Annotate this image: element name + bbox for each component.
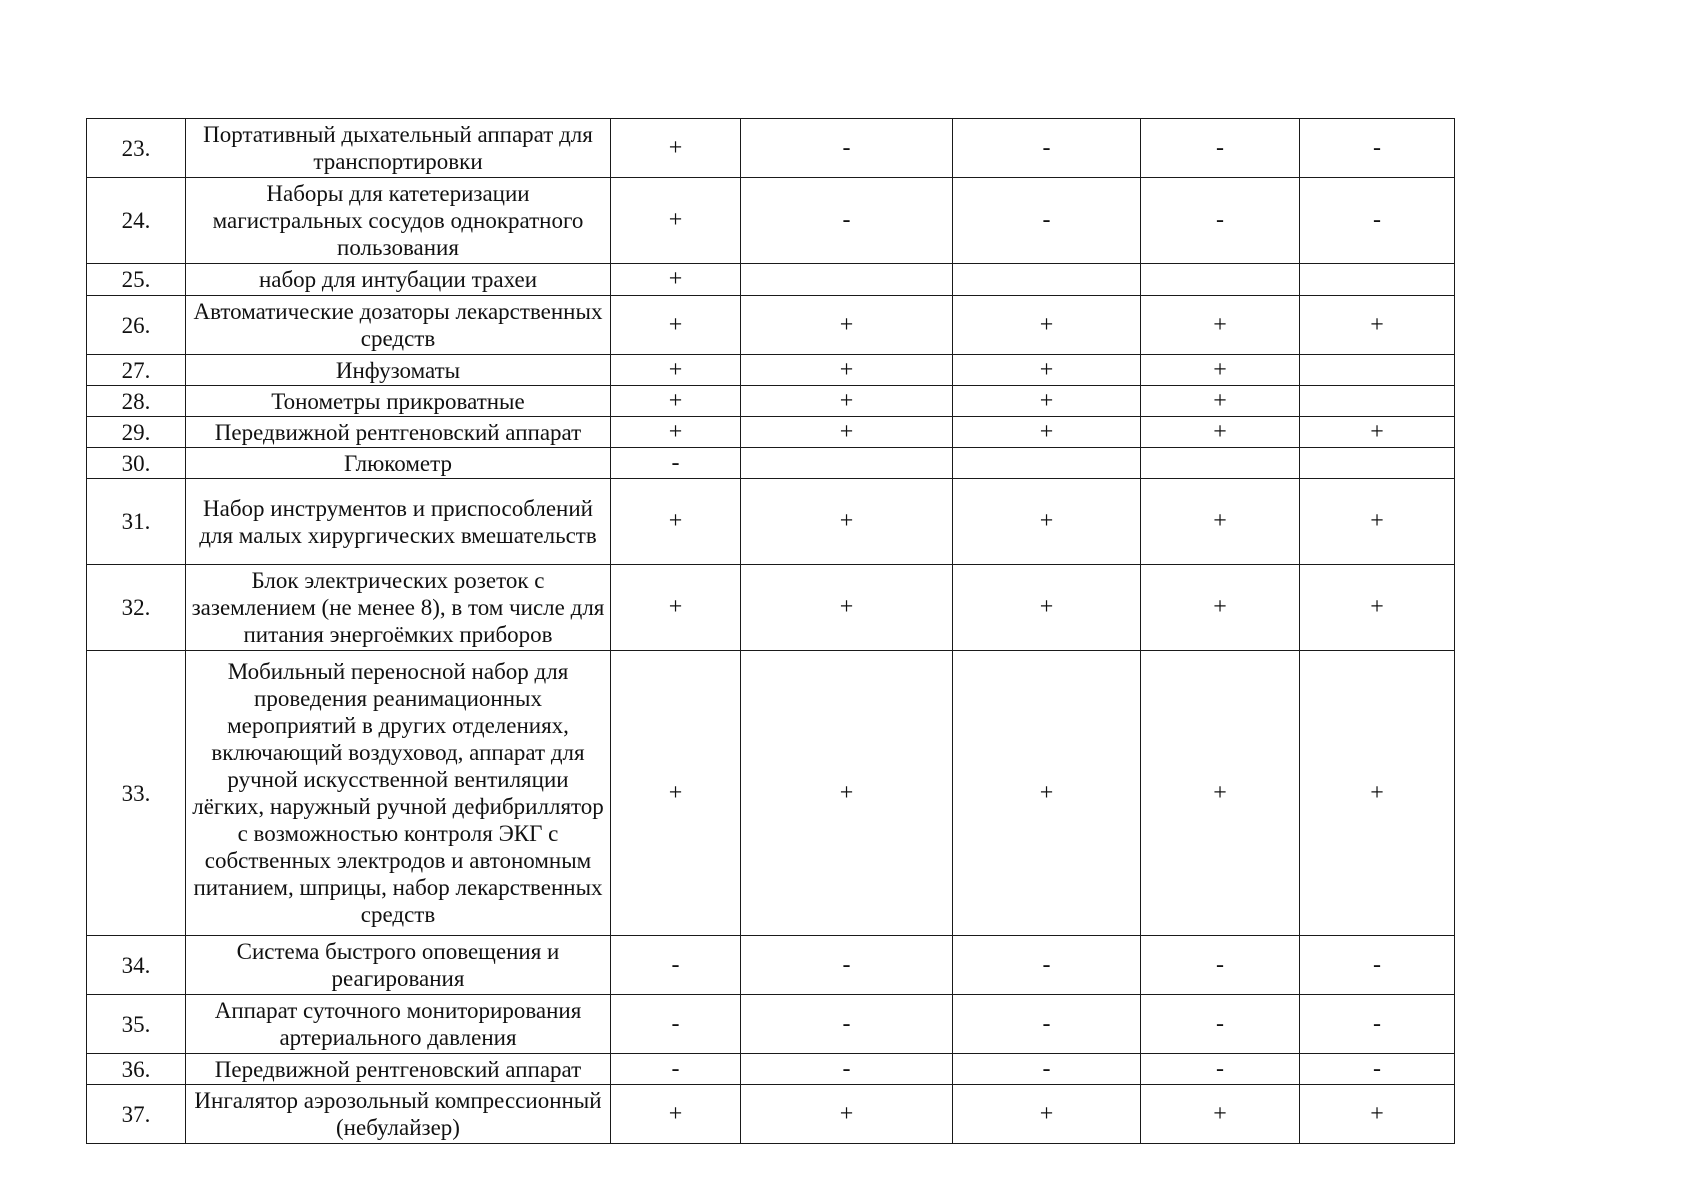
mark-cell bbox=[741, 448, 953, 479]
mark-cell: + bbox=[1300, 296, 1455, 355]
mark-cell: - bbox=[1141, 936, 1300, 995]
equipment-name: Мобильный переносной набор для проведения реанимационных мероприятий в других отделениях, включающий воздуховод, аппарат для ручной искусственной вентиляции лёгких, наружный ручной дефибриллятор с возможностью контроля ЭКГ с собственных электродов и автономным питанием, шприцы, набор лекарственных средств bbox=[186, 651, 611, 936]
mark-cell: - bbox=[611, 936, 741, 995]
row-number: 36. bbox=[87, 1054, 186, 1085]
mark-cell: + bbox=[611, 119, 741, 178]
equipment-name: Портативный дыхательный аппарат для транспортировки bbox=[186, 119, 611, 178]
table-row bbox=[87, 178, 1455, 264]
mark-cell: + bbox=[741, 355, 953, 386]
row-number: 30. bbox=[87, 448, 186, 479]
equipment-name: Система быстрого оповещения и реагирования bbox=[186, 936, 611, 995]
mark-cell: + bbox=[741, 1085, 953, 1144]
mark-cell: - bbox=[741, 178, 953, 264]
mark-cell: + bbox=[611, 386, 741, 417]
mark-cell bbox=[953, 264, 1141, 296]
row-number: 29. bbox=[87, 417, 186, 448]
mark-cell: + bbox=[611, 565, 741, 651]
mark-cell: + bbox=[953, 355, 1141, 386]
row-number: 27. bbox=[87, 355, 186, 386]
mark-cell: + bbox=[1141, 1085, 1300, 1144]
row-number: 26. bbox=[87, 296, 186, 355]
table-row bbox=[87, 936, 1455, 995]
table-row bbox=[87, 1054, 1455, 1085]
mark-cell: - bbox=[611, 1054, 741, 1085]
mark-cell: + bbox=[1141, 479, 1300, 565]
row-number: 31. bbox=[87, 479, 186, 565]
mark-cell bbox=[953, 448, 1141, 479]
row-number: 32. bbox=[87, 565, 186, 651]
equipment-name: набор для интубации трахеи bbox=[186, 264, 611, 296]
mark-cell: - bbox=[953, 119, 1141, 178]
mark-cell: + bbox=[1300, 479, 1455, 565]
table-row bbox=[87, 1085, 1455, 1144]
mark-cell: - bbox=[1141, 995, 1300, 1054]
mark-cell: + bbox=[611, 651, 741, 936]
mark-cell: + bbox=[611, 296, 741, 355]
table-row bbox=[87, 386, 1455, 417]
table-row bbox=[87, 565, 1455, 651]
mark-cell: + bbox=[953, 296, 1141, 355]
table-row bbox=[87, 264, 1455, 296]
mark-cell: - bbox=[1300, 178, 1455, 264]
mark-cell bbox=[1300, 386, 1455, 417]
mark-cell: - bbox=[1141, 178, 1300, 264]
mark-cell: - bbox=[741, 995, 953, 1054]
mark-cell: - bbox=[1141, 119, 1300, 178]
equipment-name: Наборы для катетеризации магистральных сосудов однократного пользования bbox=[186, 178, 611, 264]
table-row bbox=[87, 479, 1455, 565]
mark-cell bbox=[1141, 448, 1300, 479]
mark-cell bbox=[1300, 448, 1455, 479]
equipment-name: Глюкометр bbox=[186, 448, 611, 479]
equipment-name: Набор инструментов и приспособлений для малых хирургических вмешательств bbox=[186, 479, 611, 565]
mark-cell: + bbox=[741, 651, 953, 936]
mark-cell: + bbox=[1141, 417, 1300, 448]
row-number: 28. bbox=[87, 386, 186, 417]
table-row bbox=[87, 119, 1455, 178]
table-row bbox=[87, 355, 1455, 386]
equipment-name: Блок электрических розеток с заземлением (не менее 8), в том числе для питания энергоёмких приборов bbox=[186, 565, 611, 651]
mark-cell: - bbox=[611, 995, 741, 1054]
table-row bbox=[87, 651, 1455, 936]
mark-cell: - bbox=[1141, 1054, 1300, 1085]
mark-cell: + bbox=[741, 296, 953, 355]
mark-cell: + bbox=[1141, 296, 1300, 355]
mark-cell: - bbox=[1300, 1054, 1455, 1085]
row-number: 33. bbox=[87, 651, 186, 936]
mark-cell: + bbox=[611, 417, 741, 448]
mark-cell: + bbox=[1141, 386, 1300, 417]
equipment-name: Тонометры прикроватные bbox=[186, 386, 611, 417]
row-number: 35. bbox=[87, 995, 186, 1054]
mark-cell: + bbox=[1300, 565, 1455, 651]
equipment-name: Ингалятор аэрозольный компрессионный (небулайзер) bbox=[186, 1085, 611, 1144]
mark-cell: + bbox=[1300, 1085, 1455, 1144]
equipment-table bbox=[86, 118, 1455, 1144]
mark-cell: + bbox=[1300, 651, 1455, 936]
mark-cell: - bbox=[953, 995, 1141, 1054]
table-row bbox=[87, 296, 1455, 355]
mark-cell: + bbox=[953, 651, 1141, 936]
row-number: 23. bbox=[87, 119, 186, 178]
equipment-name: Автоматические дозаторы лекарственных средств bbox=[186, 296, 611, 355]
mark-cell: + bbox=[1300, 417, 1455, 448]
mark-cell: + bbox=[953, 417, 1141, 448]
mark-cell: + bbox=[1141, 355, 1300, 386]
mark-cell bbox=[741, 264, 953, 296]
mark-cell: + bbox=[741, 417, 953, 448]
mark-cell: - bbox=[611, 448, 741, 479]
mark-cell: + bbox=[611, 178, 741, 264]
mark-cell: - bbox=[953, 936, 1141, 995]
mark-cell: + bbox=[1141, 565, 1300, 651]
row-number: 34. bbox=[87, 936, 186, 995]
mark-cell: - bbox=[1300, 936, 1455, 995]
equipment-name: Аппарат суточного мониторирования артериального давления bbox=[186, 995, 611, 1054]
mark-cell: - bbox=[953, 1054, 1141, 1085]
row-number: 25. bbox=[87, 264, 186, 296]
mark-cell: - bbox=[1300, 119, 1455, 178]
mark-cell: - bbox=[741, 119, 953, 178]
mark-cell bbox=[1300, 355, 1455, 386]
equipment-name: Инфузоматы bbox=[186, 355, 611, 386]
mark-cell: - bbox=[1300, 995, 1455, 1054]
table-row bbox=[87, 448, 1455, 479]
mark-cell: + bbox=[611, 355, 741, 386]
mark-cell: + bbox=[611, 264, 741, 296]
mark-cell: + bbox=[1141, 651, 1300, 936]
mark-cell bbox=[1300, 264, 1455, 296]
mark-cell: + bbox=[953, 386, 1141, 417]
mark-cell bbox=[1141, 264, 1300, 296]
mark-cell: + bbox=[953, 1085, 1141, 1144]
mark-cell: - bbox=[741, 1054, 953, 1085]
mark-cell: - bbox=[741, 936, 953, 995]
table-row bbox=[87, 417, 1455, 448]
mark-cell: + bbox=[953, 479, 1141, 565]
mark-cell: + bbox=[953, 565, 1141, 651]
mark-cell: + bbox=[741, 479, 953, 565]
equipment-name: Передвижной рентгеновский аппарат bbox=[186, 417, 611, 448]
row-number: 37. bbox=[87, 1085, 186, 1144]
mark-cell: + bbox=[611, 479, 741, 565]
equipment-name: Передвижной рентгеновский аппарат bbox=[186, 1054, 611, 1085]
mark-cell: - bbox=[953, 178, 1141, 264]
row-number: 24. bbox=[87, 178, 186, 264]
table-row bbox=[87, 995, 1455, 1054]
mark-cell: + bbox=[741, 386, 953, 417]
mark-cell: + bbox=[741, 565, 953, 651]
mark-cell: + bbox=[611, 1085, 741, 1144]
